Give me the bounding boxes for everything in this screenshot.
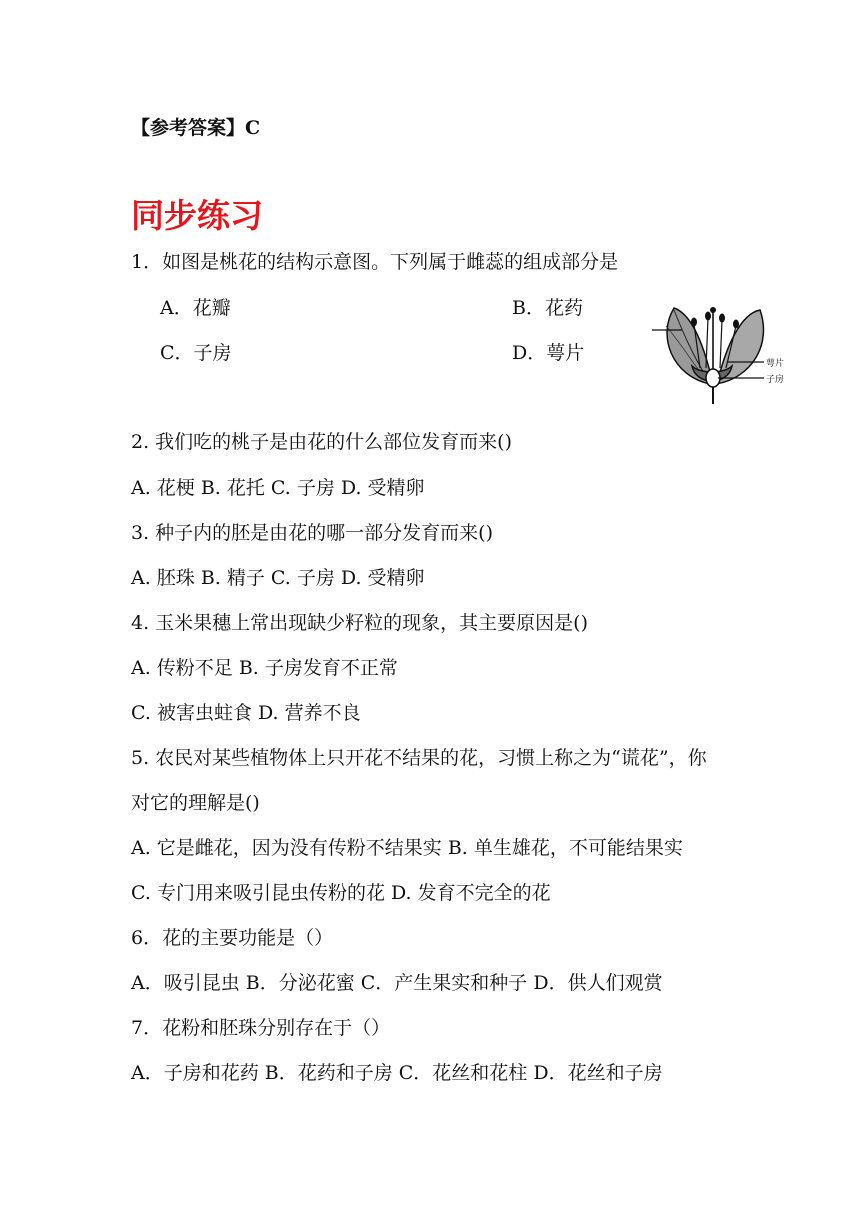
- q7-stem: 7．花粉和胚珠分别存在于（）: [131, 1017, 391, 1039]
- q1-option-b: B．花药: [512, 297, 583, 319]
- figure-label-sepal: 萼片: [766, 359, 785, 369]
- q1-option-a: A．花瓣: [160, 297, 231, 319]
- q1-stem: 1．如图是桃花的结构示意图。下列属于雌蕊的组成部分是: [131, 251, 619, 273]
- q4-options-line1: A. 传粉不足 B. 子房发育不正常: [131, 657, 398, 679]
- answer-value: C: [245, 117, 261, 139]
- section-title: 同步练习: [131, 196, 263, 235]
- q7-options: A．子房和花药 B．花药和子房 C．花丝和花柱 D．花丝和子房: [131, 1062, 663, 1084]
- q5-stem-line2: 对它的理解是(): [131, 792, 260, 814]
- answer-label: 【参考答案】: [131, 117, 246, 139]
- q5-options-line2: C. 专门用来吸引昆虫传粉的花 D. 发育不完全的花: [131, 882, 551, 904]
- q3-options: A. 胚珠 B. 精子 C. 子房 D. 受精卵: [131, 567, 425, 589]
- q2-stem: 2. 我们吃的桃子是由花的什么部位发育而来(): [131, 431, 512, 453]
- q2-options: A. 花梗 B. 花托 C. 子房 D. 受精卵: [131, 477, 425, 499]
- q6-options: A．吸引昆虫 B．分泌花蜜 C．产生果实和种子 D．供人们观赏: [131, 972, 663, 994]
- figure-label-ovary: 子房: [766, 375, 785, 385]
- peach-flower-diagram: [652, 296, 788, 406]
- q5-stem-line1: 5. 农民对某些植物体上只开花不结果的花，习惯上称之为“谎花”，你: [131, 747, 707, 769]
- q1-option-c: C．子房: [160, 342, 232, 364]
- q1-option-d: D．萼片: [512, 342, 585, 364]
- q5-options-line1: A. 它是雌花，因为没有传粉不结果实 B. 单生雄花，不可能结果实: [131, 837, 683, 859]
- q6-stem: 6．花的主要功能是（）: [131, 927, 334, 949]
- q4-options-line2: C. 被害虫蛀食 D. 营养不良: [131, 702, 361, 724]
- answer-line: [131, 116, 260, 140]
- q3-stem: 3. 种子内的胚是由花的哪一部分发育而来(): [131, 522, 493, 544]
- q4-stem: 4. 玉米果穗上常出现缺少籽粒的现象，其主要原因是(): [131, 612, 588, 634]
